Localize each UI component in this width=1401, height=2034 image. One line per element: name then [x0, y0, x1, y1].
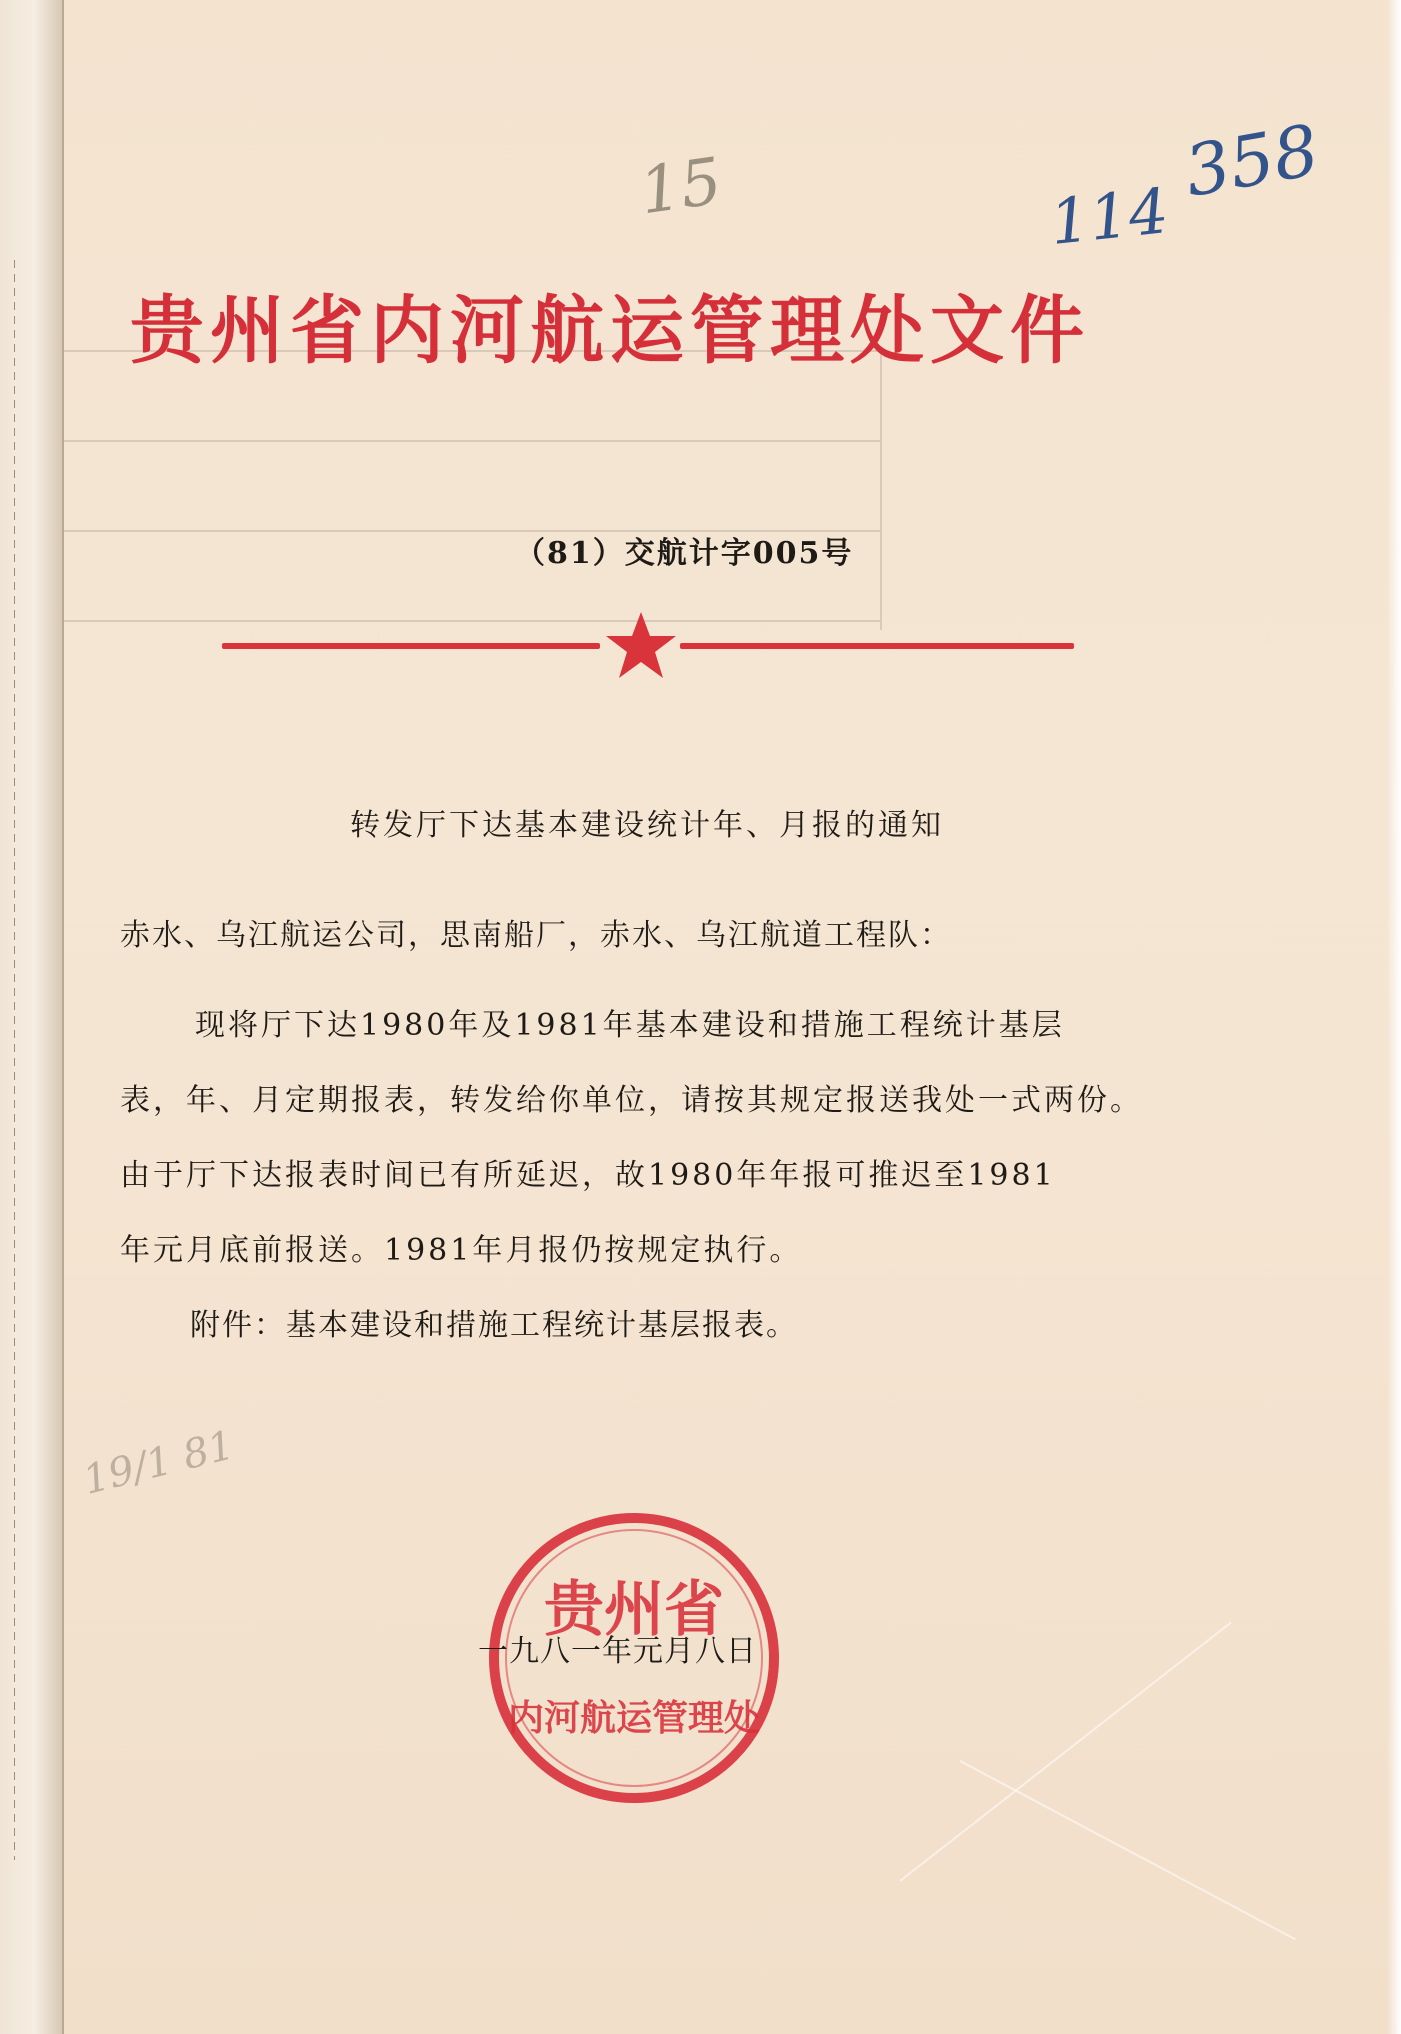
recipients-line: 赤水、乌江航运公司，思南船厂，赤水、乌江航道工程队：	[120, 918, 952, 953]
paper-crease	[899, 1622, 1231, 1882]
seal-top-text: 贵州省	[544, 1575, 724, 1645]
divider-line-left	[222, 643, 600, 649]
document-masthead: 贵州省内河航运管理处文件	[130, 288, 1090, 374]
stacked-paper-edge	[0, 0, 64, 2034]
paper-crease	[960, 1760, 1296, 1940]
body-paragraph-line: 现将厅下达1980年及1981年基本建设和措施工程统计基层	[195, 1008, 1065, 1043]
red-star-icon	[604, 610, 678, 680]
notice-title: 转发厅下达基本建设统计年、月报的通知	[350, 808, 944, 843]
show-through-form	[62, 200, 892, 640]
masthead-divider	[222, 610, 1074, 680]
body-paragraph-line: 年元月底前报送。1981年月报仍按规定执行。	[120, 1233, 803, 1268]
body-paragraph-line: 表，年、月定期报表，转发给你单位，请按其规定报送我处一式两份。	[120, 1083, 1143, 1118]
ghost-rule	[880, 350, 882, 630]
body-paragraph-line: 由于厅下达报表时间已有所延迟，故1980年年报可推迟至1981	[120, 1158, 1056, 1193]
attachment-note: 附件：基本建设和措施工程统计基层报表。	[190, 1308, 798, 1343]
document-number: （81）交航计字005号	[515, 536, 854, 571]
pencil-margin-note: 19/1 81	[78, 1422, 239, 1504]
divider-line-right	[680, 643, 1074, 649]
paper-fold-line	[14, 260, 15, 1860]
handwritten-file-number: 114	[1046, 174, 1172, 259]
pencil-note: 15	[635, 144, 727, 230]
handwritten-file-number-2: 358	[1178, 109, 1325, 213]
issue-date: 一九八一年元月八日	[478, 1634, 757, 1669]
seal-bottom-text: 内河航运管理处	[507, 1697, 761, 1739]
page-edge-shadow	[1387, 0, 1401, 2034]
ghost-rule	[62, 440, 882, 442]
